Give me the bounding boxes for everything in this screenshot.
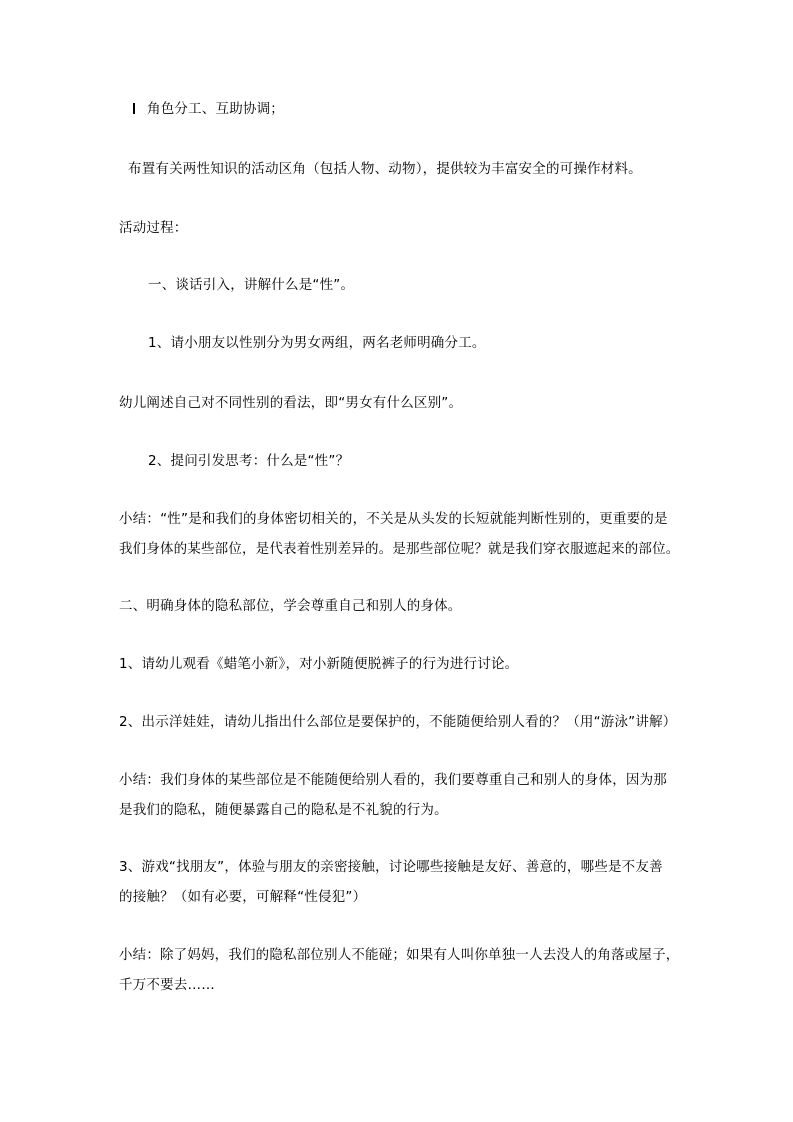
- summary3-line2: 千万不要去……: [119, 977, 215, 993]
- bullet-icon: [133, 103, 135, 114]
- section2-step1: 1、请幼儿观看《蜡笔小新》，对小新随便脱裤子的行为进行讨论。: [119, 656, 519, 672]
- item-text: 角色分工、互助协调；: [147, 101, 284, 117]
- section2-step2: 2、出示洋娃娃，请幼儿指出什么部位是要保护的，不能随便给别人看的？（用“游泳”讲解）: [119, 714, 677, 730]
- section1-step1: 1、请小朋友以性别分为男女两组，两名老师明确分工。: [148, 335, 486, 351]
- summary1-line2: 我们身体的某些部位，是代表着性别差异的。是那些部位呢？就是我们穿衣服遮起来的部位。: [119, 541, 680, 557]
- summary3-line1: 小结：除了妈妈，我们的隐私部位别人不能碰；如果有人叫你单独一人去没人的角落或屋子，: [119, 947, 680, 963]
- process-heading: 活动过程：: [119, 220, 188, 236]
- section2-step3-line2: 的接触？（如有必要，可解释“性侵犯”）: [119, 889, 367, 905]
- section2-heading: 二、明确身体的隐私部位，学会尊重自己和别人的身体。: [119, 598, 462, 614]
- summary1-line1: 小结：“性”是和我们的身体密切相关的，不关是从头发的长短就能判断性别的，更重要的是: [119, 511, 668, 527]
- section2-step3-line1: 3、游戏“找朋友”，体验与朋友的亲密接触，讨论哪些接触是友好、善意的，哪些是不友善: [119, 859, 663, 875]
- section1-step1-detail: 幼儿阐述自己对不同性别的看法，即“男女有什么区别”。: [119, 395, 463, 411]
- preparation-paragraph: 布置有关两性知识的活动区角（包括人物、动物），提供较为丰富安全的可操作材料。: [128, 161, 642, 177]
- section1-heading: 一、谈话引入，讲解什么是“性”。: [148, 277, 355, 293]
- section1-step2: 2、提问引发思考：什么是“性”？: [148, 453, 350, 469]
- summary2-line1: 小结：我们身体的某些部位是不能随便给别人看的，我们要尊重自己和别人的身体，因为那: [119, 772, 667, 788]
- summary2-line2: 是我们的隐私，随便暴露自己的隐私是不礼貌的行为。: [119, 802, 448, 818]
- list-item-role-division: [133, 100, 284, 118]
